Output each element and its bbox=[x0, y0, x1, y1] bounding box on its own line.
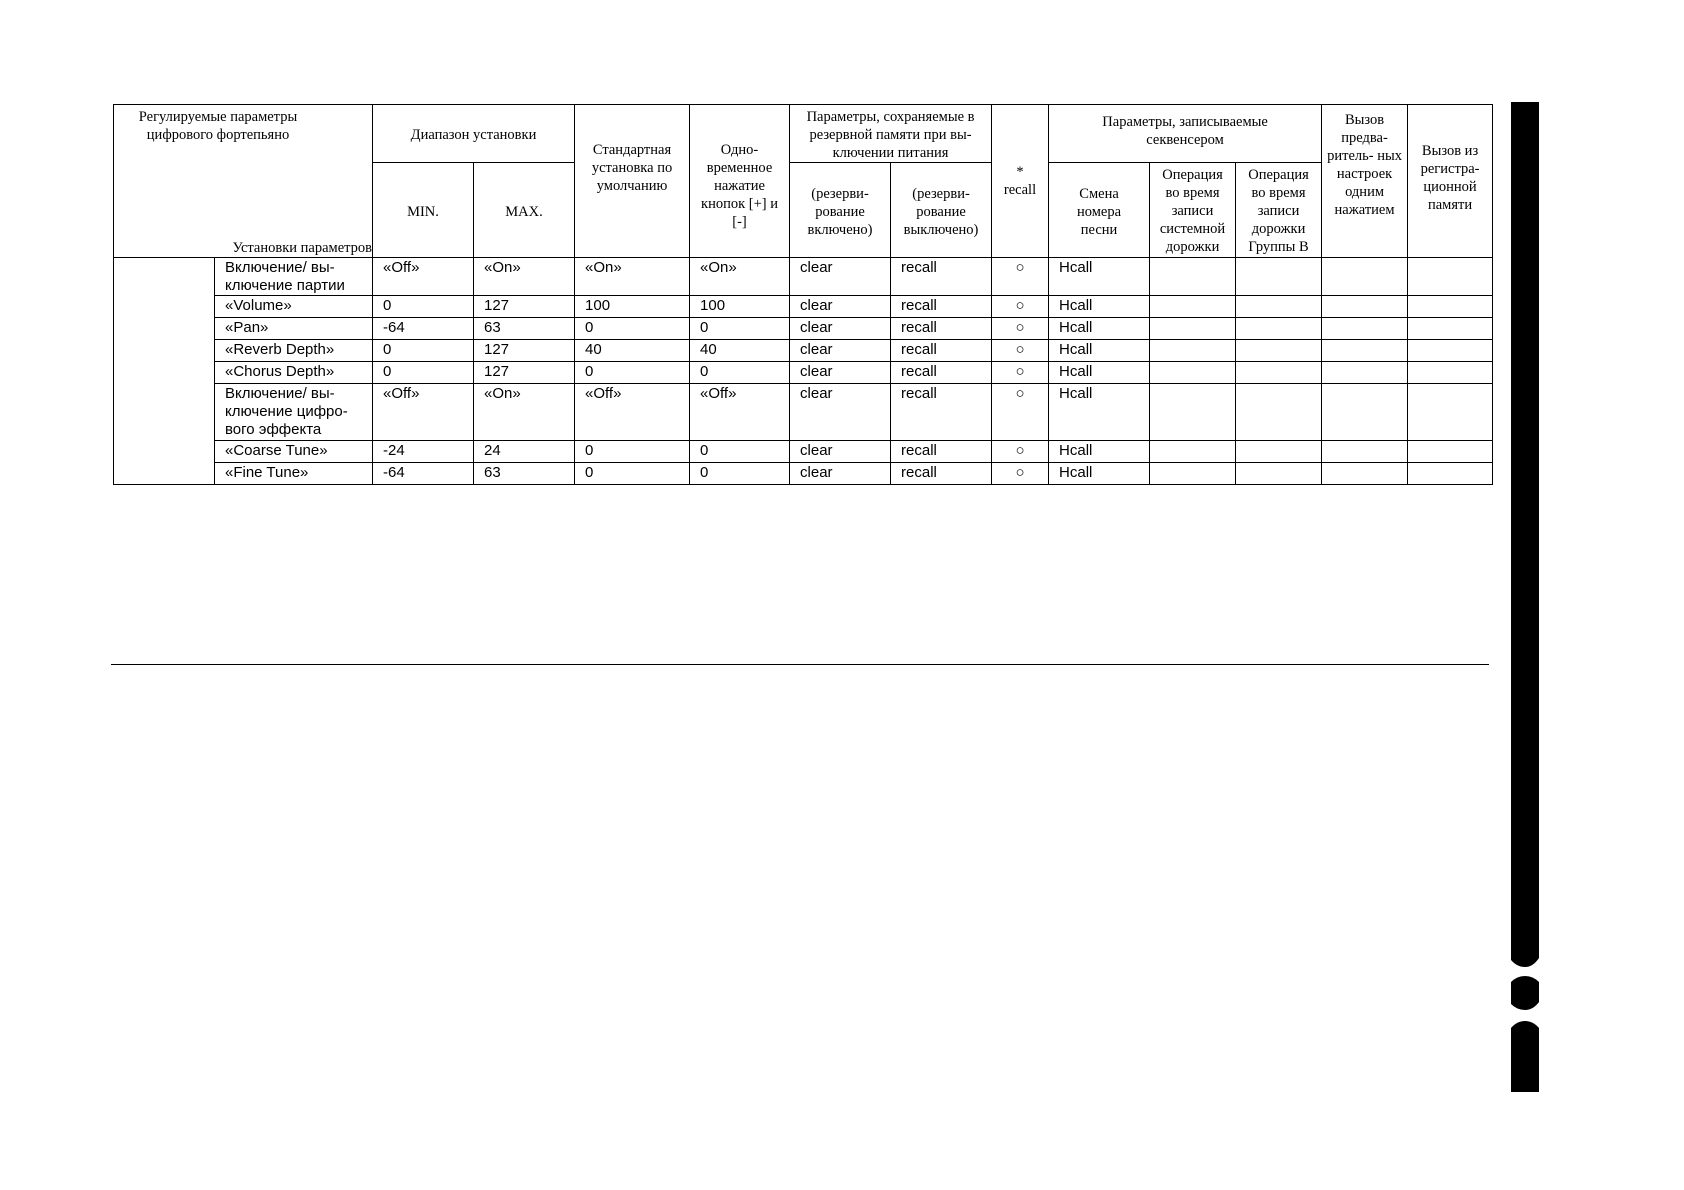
cell-min: «Off» bbox=[373, 258, 474, 296]
cell-recall-mark: ○ bbox=[992, 362, 1049, 384]
cell-backup-off: recall bbox=[891, 318, 992, 340]
cell-simultaneous: «Off» bbox=[690, 384, 790, 441]
tab-upper-block bbox=[1511, 102, 1539, 967]
parameters-table bbox=[113, 104, 1493, 485]
cell-setting: «Reverb Depth» bbox=[215, 340, 373, 362]
header-max: MAX. bbox=[474, 163, 575, 258]
cell-setting: «Fine Tune» bbox=[215, 463, 373, 485]
header-recall-cell bbox=[992, 105, 1049, 258]
cell-backup-off: recall bbox=[891, 258, 992, 296]
cell-setting: «Volume» bbox=[215, 296, 373, 318]
cell-group-b-track bbox=[1236, 463, 1322, 485]
cell-min: 0 bbox=[373, 340, 474, 362]
cell-system-track bbox=[1150, 258, 1236, 296]
cell-song-change: Hcall bbox=[1049, 258, 1150, 296]
cell-simultaneous: 0 bbox=[690, 318, 790, 340]
cell-setting: «Pan» bbox=[215, 318, 373, 340]
cell-system-track bbox=[1150, 340, 1236, 362]
cell-group-b-track bbox=[1236, 441, 1322, 463]
header-default: Стандартная установка по умолчанию bbox=[575, 105, 690, 258]
page-edge-tab bbox=[1511, 102, 1539, 1092]
cell-system-track bbox=[1150, 296, 1236, 318]
cell-setting: Включение/ вы- ключение партии bbox=[215, 258, 373, 296]
cell-max: 63 bbox=[474, 318, 575, 340]
cell-backup-on: clear bbox=[790, 340, 891, 362]
cell-recall-mark: ○ bbox=[992, 340, 1049, 362]
header-seq-group: Параметры, записываемые секвенсером bbox=[1049, 105, 1322, 163]
cell-registration bbox=[1408, 258, 1493, 296]
cell-registration bbox=[1408, 463, 1493, 485]
horizontal-divider bbox=[111, 664, 1489, 665]
cell-backup-on: clear bbox=[790, 384, 891, 441]
cell-group-b-track bbox=[1236, 362, 1322, 384]
cell-default: 100 bbox=[575, 296, 690, 318]
cell-default: 0 bbox=[575, 441, 690, 463]
cell-one-touch bbox=[1322, 296, 1408, 318]
header-backup-on: (резерви- рование включено) bbox=[790, 163, 891, 258]
cell-default: «On» bbox=[575, 258, 690, 296]
cell-group-b-track bbox=[1236, 296, 1322, 318]
cell-default: 40 bbox=[575, 340, 690, 362]
cell-backup-on: clear bbox=[790, 318, 891, 340]
cell-system-track bbox=[1150, 441, 1236, 463]
table-row bbox=[114, 340, 1493, 362]
cell-registration bbox=[1408, 296, 1493, 318]
cell-song-change: Hcall bbox=[1049, 318, 1150, 340]
cell-recall-mark: ○ bbox=[992, 463, 1049, 485]
header-system-track: Операция во время записи системной дорожки bbox=[1150, 163, 1236, 258]
header-song-change: Смена номера песни bbox=[1049, 163, 1150, 258]
cell-song-change: Hcall bbox=[1049, 441, 1150, 463]
cell-default: 0 bbox=[575, 318, 690, 340]
cell-backup-on: clear bbox=[790, 441, 891, 463]
cell-one-touch bbox=[1322, 384, 1408, 441]
cell-backup-on: clear bbox=[790, 463, 891, 485]
cell-default: 0 bbox=[575, 362, 690, 384]
cell-max: «On» bbox=[474, 258, 575, 296]
table-row bbox=[114, 296, 1493, 318]
header-param-group: Регулируемые параметры цифрового фортепьяно bbox=[114, 105, 373, 163]
cell-max: 127 bbox=[474, 340, 575, 362]
cell-backup-off: recall bbox=[891, 463, 992, 485]
cell-min: -64 bbox=[373, 318, 474, 340]
cell-group-b-track bbox=[1236, 340, 1322, 362]
header-backup-off: (резерви- рование выключено) bbox=[891, 163, 992, 258]
cell-backup-on: clear bbox=[790, 296, 891, 318]
cell-min: 0 bbox=[373, 296, 474, 318]
cell-default: 0 bbox=[575, 463, 690, 485]
cell-registration bbox=[1408, 362, 1493, 384]
tab-lower-block bbox=[1511, 1021, 1539, 1092]
cell-one-touch bbox=[1322, 258, 1408, 296]
cell-max: 127 bbox=[474, 296, 575, 318]
cell-song-change: Hcall bbox=[1049, 384, 1150, 441]
cell-registration bbox=[1408, 384, 1493, 441]
cell-recall-mark: ○ bbox=[992, 441, 1049, 463]
cell-song-change: Hcall bbox=[1049, 296, 1150, 318]
cell-backup-on: clear bbox=[790, 362, 891, 384]
row-group-cell bbox=[114, 258, 215, 485]
cell-backup-on: clear bbox=[790, 258, 891, 296]
cell-backup-off: recall bbox=[891, 362, 992, 384]
cell-min: «Off» bbox=[373, 384, 474, 441]
header-range: Диапазон установки bbox=[373, 105, 575, 163]
table-row bbox=[114, 463, 1493, 485]
cell-backup-off: recall bbox=[891, 384, 992, 441]
cell-max: «On» bbox=[474, 384, 575, 441]
table-row bbox=[114, 258, 1493, 296]
header-backup-group: Параметры, сохраняемые в резервной памяти при вы- ключении питания bbox=[790, 105, 992, 163]
cell-group-b-track bbox=[1236, 258, 1322, 296]
cell-min: -24 bbox=[373, 441, 474, 463]
cell-one-touch bbox=[1322, 318, 1408, 340]
cell-simultaneous: «On» bbox=[690, 258, 790, 296]
cell-one-touch bbox=[1322, 441, 1408, 463]
cell-one-touch bbox=[1322, 463, 1408, 485]
cell-simultaneous: 0 bbox=[690, 463, 790, 485]
cell-song-change: Hcall bbox=[1049, 340, 1150, 362]
header-simultaneous: Одно- временное нажатие кнопок [+] и [-] bbox=[690, 105, 790, 258]
header-recall-star: * bbox=[1016, 164, 1024, 180]
table-row bbox=[114, 441, 1493, 463]
table-row bbox=[114, 384, 1493, 441]
cell-registration bbox=[1408, 340, 1493, 362]
cell-max: 127 bbox=[474, 362, 575, 384]
cell-setting: Включение/ вы- ключение цифро- вого эффекта bbox=[215, 384, 373, 441]
cell-simultaneous: 100 bbox=[690, 296, 790, 318]
header-registration: Вызов из регистра- ционной памяти bbox=[1408, 105, 1493, 258]
header-group-b-track: Операция во время записи дорожки Группы B bbox=[1236, 163, 1322, 258]
cell-recall-mark: ○ bbox=[992, 318, 1049, 340]
header-one-touch: Вызов предва- ритель- ных настроек одним нажатием bbox=[1322, 105, 1408, 258]
cell-recall-mark: ○ bbox=[992, 258, 1049, 296]
header-recall: recall bbox=[1003, 182, 1037, 198]
cell-min: 0 bbox=[373, 362, 474, 384]
cell-system-track bbox=[1150, 384, 1236, 441]
cell-system-track bbox=[1150, 463, 1236, 485]
cell-setting: «Chorus Depth» bbox=[215, 362, 373, 384]
tab-notch-block bbox=[1511, 976, 1539, 1010]
cell-backup-off: recall bbox=[891, 340, 992, 362]
parameters-table-container bbox=[113, 104, 1492, 485]
cell-recall-mark: ○ bbox=[992, 296, 1049, 318]
header-min: MIN. bbox=[373, 163, 474, 258]
cell-system-track bbox=[1150, 362, 1236, 384]
cell-simultaneous: 0 bbox=[690, 362, 790, 384]
cell-max: 63 bbox=[474, 463, 575, 485]
cell-group-b-track bbox=[1236, 318, 1322, 340]
cell-one-touch bbox=[1322, 340, 1408, 362]
cell-recall-mark: ○ bbox=[992, 384, 1049, 441]
cell-default: «Off» bbox=[575, 384, 690, 441]
cell-one-touch bbox=[1322, 362, 1408, 384]
cell-registration bbox=[1408, 318, 1493, 340]
cell-setting: «Coarse Tune» bbox=[215, 441, 373, 463]
cell-system-track bbox=[1150, 318, 1236, 340]
cell-backup-off: recall bbox=[891, 296, 992, 318]
header-param-settings: Установки параметров bbox=[114, 163, 373, 258]
cell-group-b-track bbox=[1236, 384, 1322, 441]
cell-song-change: Hcall bbox=[1049, 362, 1150, 384]
table-row bbox=[114, 318, 1493, 340]
table-row bbox=[114, 362, 1493, 384]
cell-simultaneous: 40 bbox=[690, 340, 790, 362]
cell-max: 24 bbox=[474, 441, 575, 463]
cell-registration bbox=[1408, 441, 1493, 463]
cell-simultaneous: 0 bbox=[690, 441, 790, 463]
cell-song-change: Hcall bbox=[1049, 463, 1150, 485]
cell-min: -64 bbox=[373, 463, 474, 485]
cell-backup-off: recall bbox=[891, 441, 992, 463]
